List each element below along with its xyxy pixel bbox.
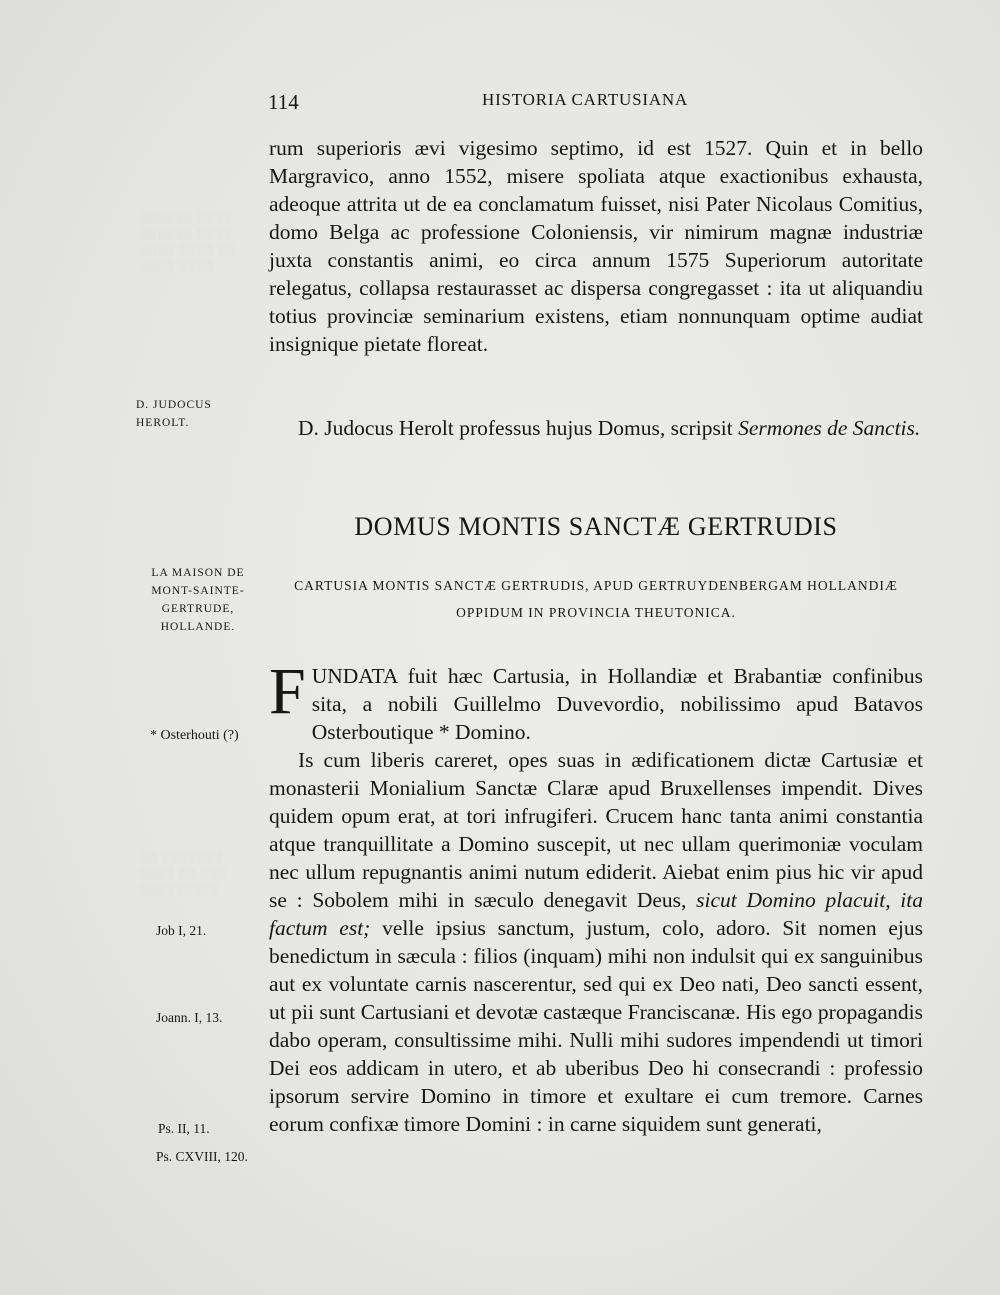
page-number: 114 xyxy=(268,90,299,114)
running-title: HISTORIA CARTUSIANA xyxy=(482,90,689,109)
margin-ref-joann: Joann. I, 13. xyxy=(156,1010,223,1025)
margin-note-judocus: D. JUDOCUS HEROLT. xyxy=(136,399,212,429)
margin-note-maison: LA MAISON DE MONT-SAINTE-GERTRUDE, HOLLANDE. xyxy=(151,567,245,633)
section-subtitle: CARTUSIA MONTIS SANCTÆ GERTRUDIS, APUD GERTRUYDENBERGAM HOLLANDIÆ OPPIDUM IN PROVINCIA THEUTONICA. xyxy=(294,578,898,620)
paragraph-3 xyxy=(269,655,923,746)
margin-footnote: * Osterhouti (?) xyxy=(150,728,239,743)
show-through-text: ░░░░░░ ░░░░ ░░░░░░ ░░░░ ░░░░ ░░░░ ░░ ░░░░ ░░░░ xyxy=(140,212,236,272)
paragraph-2-text: D. Judocus Herolt professus hujus Domus, scripsit xyxy=(298,416,739,440)
paragraph-4-italic: sicut Domino placuit, ita factum est; xyxy=(269,888,923,940)
margin-ref-job: Job I, 21. xyxy=(156,923,207,938)
paragraph-4-text-a: Is cum liberis careret, opes suas in ædificationem dictæ Cartusiæ et monasterii Monialium Sanctæ Claræ apud Bruxellenses impendit. Dives quidem opum erat, at tori infrugiferi. Crucem hanc tanta animi constantia atque tranquillitate a Domino suscepit, ut nec ullam querimoniæ voculam nec ullum repugnantis animi nutum ediderit. Aiebat enim pius hic vir apud se : Sobolem mihi in sæculo denegavit Deus, xyxy=(269,748,923,912)
paragraph-1: rum superioris ævi vigesimo septimo, id est 1527. Quin et in bello Margravico, anno 1552, misere spoliata atque exactionibus exhausta, adeoque attrita ut de ea conclamatum fuisset, nisi Pater Nicolaus Comitius, domo Belga ac professione Coloniensis, vir nimirum magnæ industriæ juxta constantis animi, eo circa annum 1575 Superiorum autoritate relegatus, collapsa restaurasset ac dispersa congregasset : ita ut aliquandiu totius provinciæ seminarium existens, etiam nonnunquam optime audiat insignique pietate floreat. xyxy=(269,136,923,356)
paragraph-4 xyxy=(269,746,923,1138)
section-heading: DOMUS MONTIS SANCTÆ GERTRUDIS xyxy=(354,512,838,541)
paragraph-2-italic: Sermones de Sanctis. xyxy=(738,416,921,440)
paragraph-2 xyxy=(269,414,923,442)
margin-ref-ps-2: Ps. CXVIII, 120. xyxy=(156,1149,248,1164)
margin-ref-ps-1: Ps. II, 11. xyxy=(158,1121,210,1136)
paragraph-4-text-b: velle ipsius sanctum, justum, colo, adoro. Sit nomen ejus benedictum in sæcula : filios (inquam) mihi non indulsit qui ex sanguinibus aut ex voluntate carnis nascerentur, sed qui ex Deo nati, Deo sancti essent, ut pii sunt Cartusiani et devotæ castæque Franciscanæ. His ego propagandis dabo operam, consultissime mihi. Nulli mihi sudores impendendi ut timori Dei eos addicam in utero, et ab uberibus Deo hi consecrandi : professio ipsorum servire Domino in timore et exultare ei cum tremore. Carnes eorum confixæ timore Domini : in carne siquidem sunt generati, xyxy=(269,916,924,1136)
paragraph-3-text: UNDATA fuit hæc Cartusia, in Hollandiæ et Brabantiæ confinibus sita, a nobili Guillelmo Duvevordio, nobilissimo apud Batavos Osterboutique * Domino. xyxy=(311,664,923,744)
show-through-text: ░░ ░░░░░░░ ░░░░ ░░ ░░░ ░░░░░░░░░ xyxy=(140,852,227,896)
drop-cap: F xyxy=(269,655,306,728)
